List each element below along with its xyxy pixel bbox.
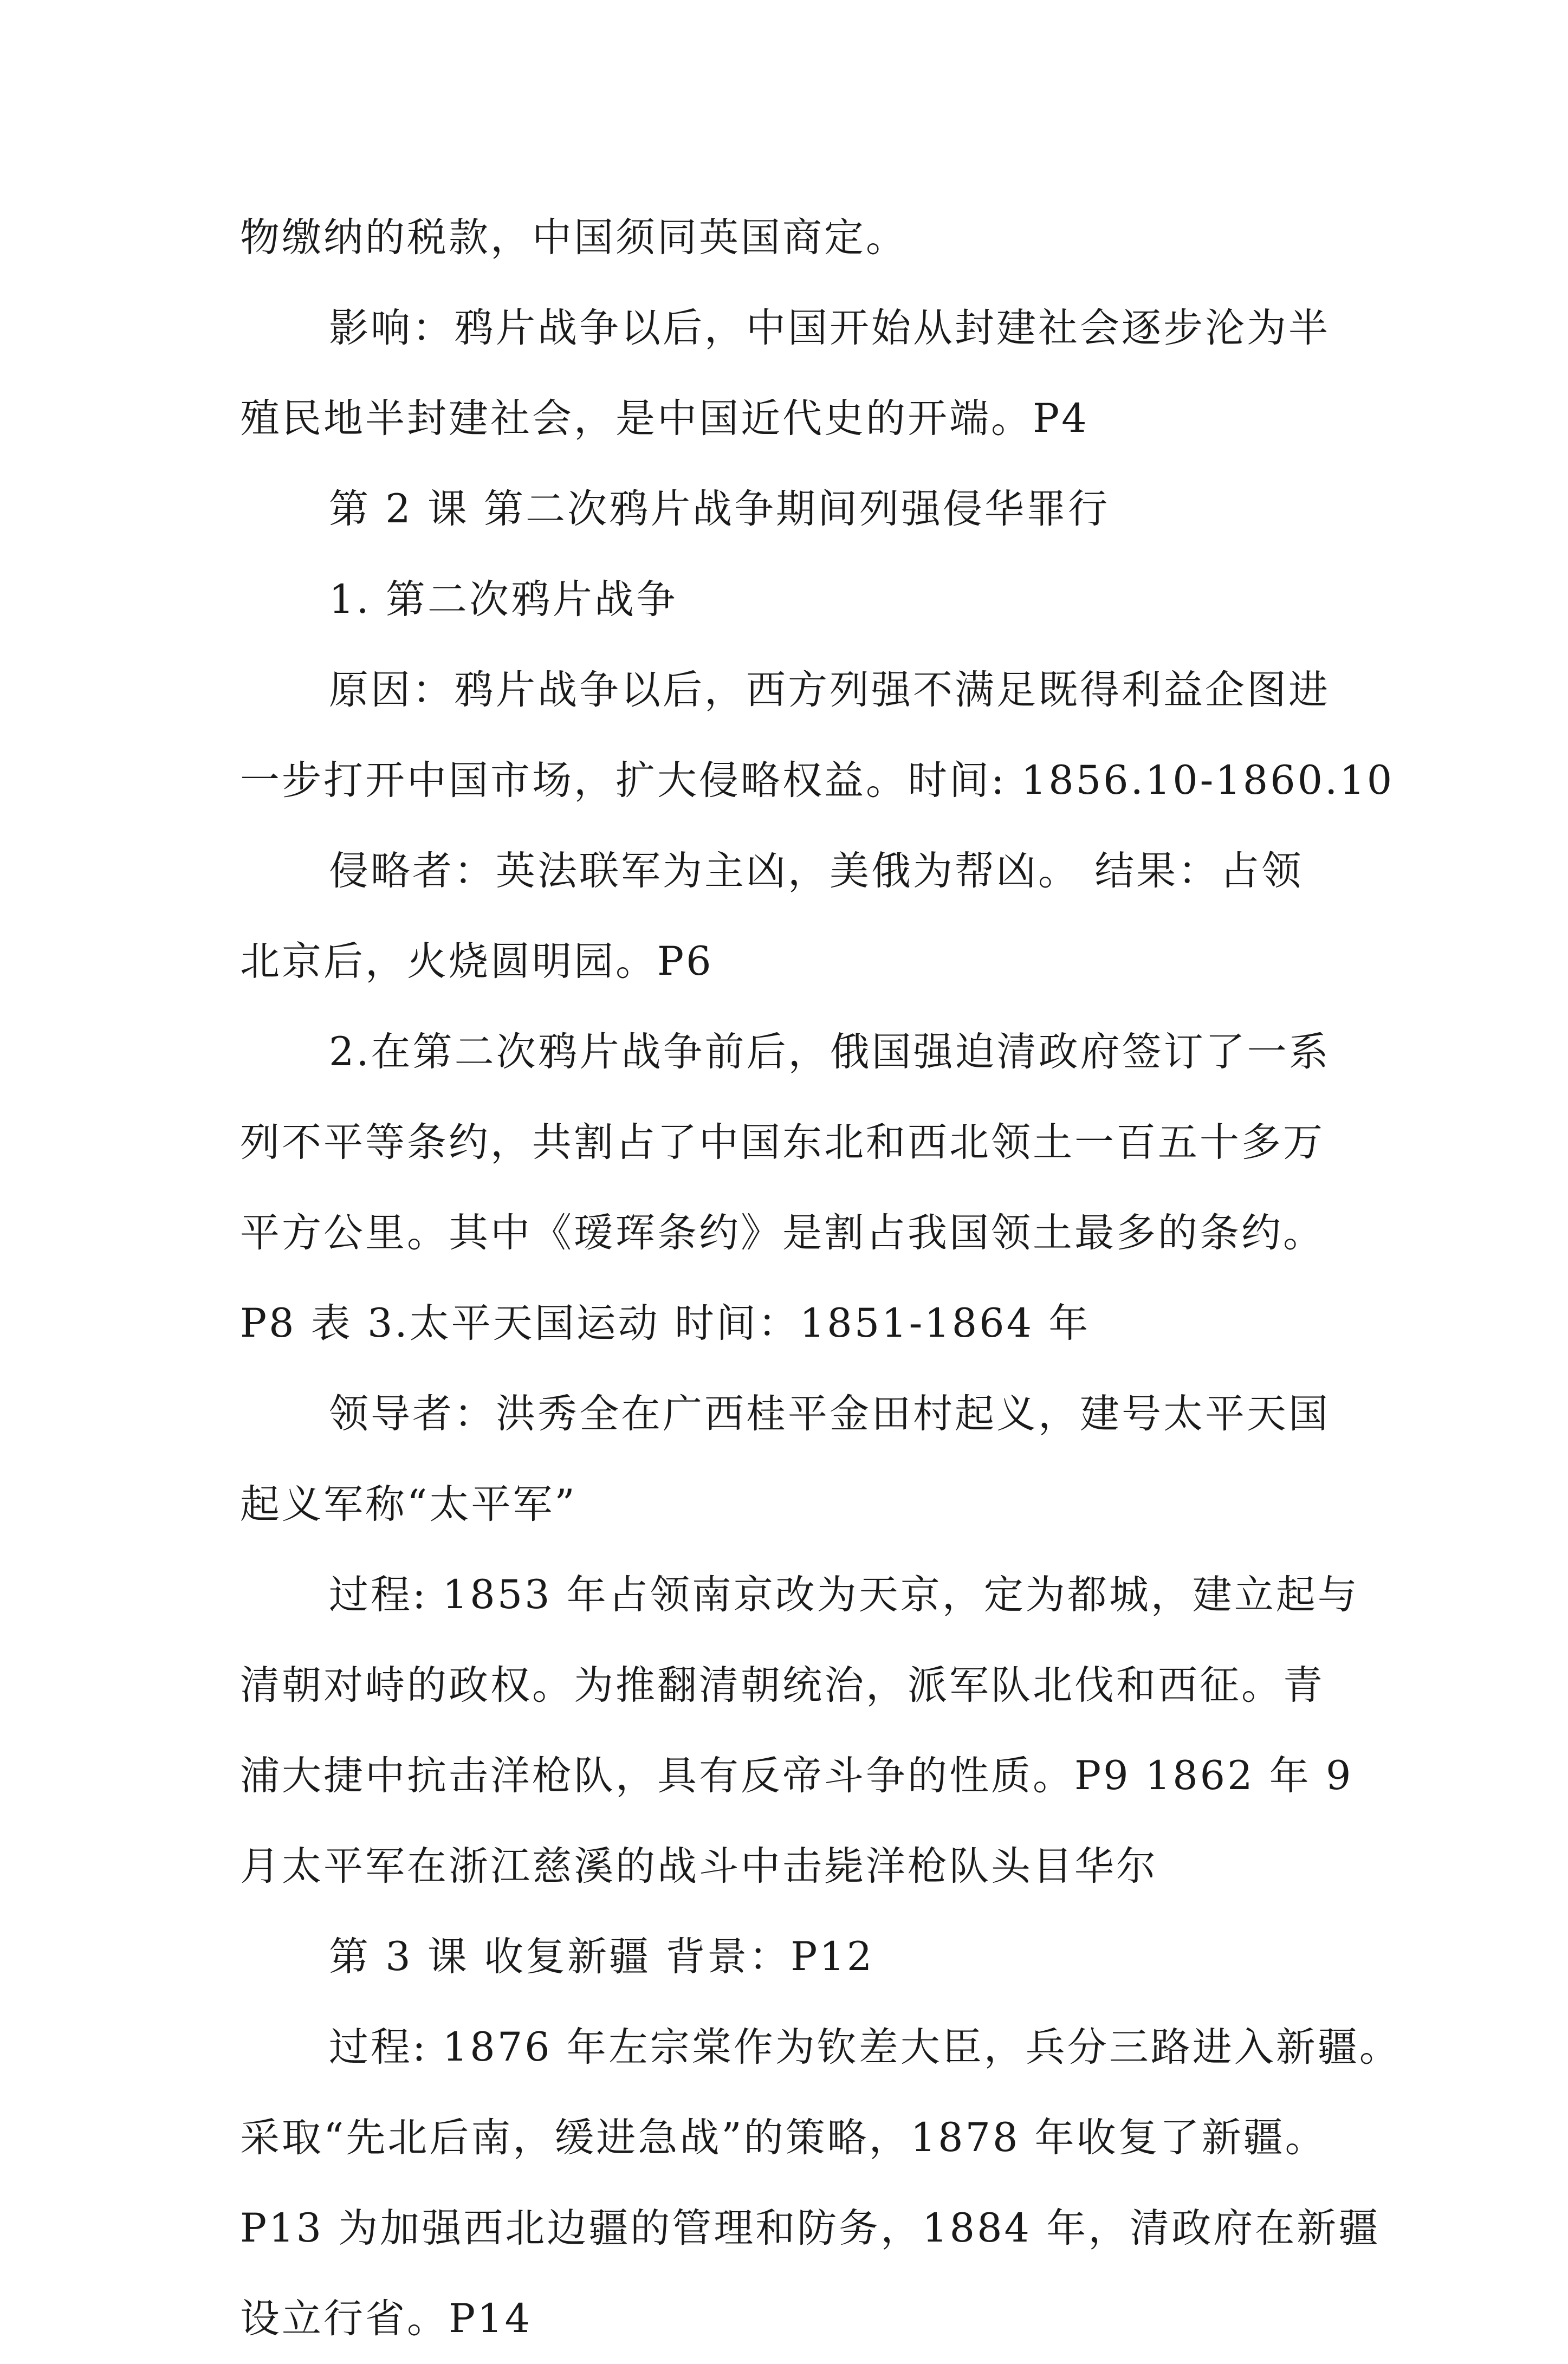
text-line: P8 表 3.太平天国运动 时间：1851-1864 年: [240, 1300, 1091, 1346]
text-line: 过程: 1876 年左宗棠作为钦差大臣，兵分三路进入新疆。: [329, 2024, 1401, 2070]
document-body: [240, 192, 1401, 2364]
text-line: 物缴纳的税款，中国须同英国商定。: [240, 215, 908, 261]
lesson-heading: 第 3 课 收复新疆 背景：P12: [329, 1934, 874, 1980]
text-line: P13 为加强西北边疆的管理和防务，1884 年，清政府在新疆: [240, 2205, 1381, 2251]
text-line: 过程: 1853 年占领南京改为天京，定为都城，建立起与: [329, 1572, 1359, 1618]
text-line: 清朝对峙的政权。为推翻清朝统治，派军队北伐和西征。青: [240, 1662, 1325, 1708]
text-line: 起义军称“太平军”: [240, 1481, 577, 1527]
text-line: 原因：鸦片战争以后，西方列强不满足既得利益企图进: [329, 667, 1330, 713]
text-line: 2.在第二次鸦片战争前后，俄国强迫清政府签订了一系: [329, 1029, 1331, 1075]
text-line: 采取“先北后南，缓进急战”的策略，1878 年收复了新疆。: [240, 2115, 1327, 2161]
text-line: 列不平等条约，共割占了中国东北和西北领土一百五十多万: [240, 1119, 1325, 1165]
text-line: 月太平军在浙江慈溪的战斗中击毙洋枪队头目华尔: [240, 1843, 1158, 1889]
text-line: 平方公里。其中《瑷珲条约》是割占我国领土最多的条约。: [240, 1210, 1325, 1256]
text-line: 北京后，火烧圆明园。P6: [240, 938, 714, 985]
text-line: 浦大捷中抗击洋枪队，具有反帝斗争的性质。P9 1862 年 9: [240, 1753, 1353, 1799]
text-line: 设立行省。P14: [240, 2296, 533, 2342]
lesson-heading: 第 2 课 第二次鸦片战争期间列强侵华罪行: [329, 486, 1110, 532]
text-line: 领导者：洪秀全在广西桂平金田村起义，建号太平天国: [329, 1391, 1330, 1437]
section-heading: 1. 第二次鸦片战争: [329, 577, 678, 623]
text-line: 影响：鸦片战争以后，中国开始从封建社会逐步沦为半: [329, 305, 1330, 351]
text-line: 殖民地半封建社会，是中国近代史的开端。P4: [240, 396, 1089, 442]
text-line: 一步打开中国市场，扩大侵略权益。时间: 1856.10-1860.10: [240, 757, 1395, 804]
text-line: 侵略者：英法联军为主凶，美俄为帮凶。 结果：占领: [329, 848, 1304, 894]
